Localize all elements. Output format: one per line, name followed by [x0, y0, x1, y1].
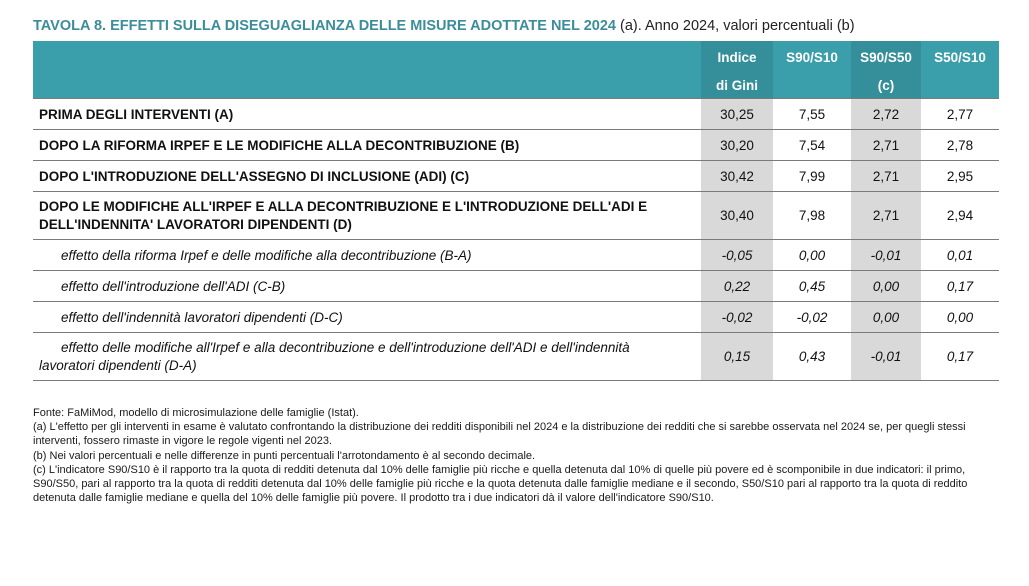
cell-s9050: 0,00 [851, 302, 921, 333]
row-label-text: effetto dell'introduzione dell'ADI (C-B) [61, 278, 286, 294]
cell-s9050: 2,71 [851, 161, 921, 192]
header-s5010-blank [921, 73, 999, 99]
cell-s9010: 7,99 [773, 161, 851, 192]
note-c: (c) L'indicatore S90/S10 è il rapporto tra la quota di redditi detenuta dal 10% delle famiglie più ricche e quella detenuta dal 10% di quelle più povere ed è scomponibile in due indicatori: il primo, S90/S50, pari al rapporto tra la quota di redditi detenuta dal 10% delle famiglie più ricche e la quota detenuta dalle famiglie mediane e il secondo, S50/S10 pari al rapporto tra la quota di reddito detenuta dalle famiglie mediane e quella del 10% delle famiglie più povere. Il prodotto tra i due indicatori dà il valore dell'indicatore S90/S10. [33, 463, 968, 505]
table-notes [33, 406, 1001, 505]
cell-s5010: 2,77 [921, 99, 999, 130]
header-s9050-note: (c) [851, 73, 921, 99]
cell-s9010: 0,45 [773, 271, 851, 302]
cell-gini: 30,25 [701, 99, 773, 130]
header-gini: Indice [701, 41, 773, 73]
row-label: PRIMA DEGLI INTERVENTI (A) [33, 99, 701, 130]
cell-s5010: 0,00 [921, 302, 999, 333]
cell-s5010: 0,01 [921, 240, 999, 271]
table-row [33, 130, 999, 161]
note-b: (b) Nei valori percentuali e nelle differenze in punti percentuali l'arrotondamento è al secondo decimale. [33, 449, 536, 462]
cell-s9010: 0,43 [773, 333, 851, 381]
cell-gini: 0,22 [701, 271, 773, 302]
table-row [33, 240, 999, 271]
row-label: DOPO L'INTRODUZIONE DELL'ASSEGNO DI INCLUSIONE (ADI) (C) [33, 161, 701, 192]
row-label [33, 271, 701, 302]
cell-gini: 30,42 [701, 161, 773, 192]
table-row [33, 192, 999, 240]
row-label [33, 333, 701, 381]
cell-s5010: 2,78 [921, 130, 999, 161]
header-s9050: S90/S50 [851, 41, 921, 73]
row-label-line2: lavoratori dipendenti (D-A) [39, 357, 197, 373]
row-label-line1: effetto delle modifiche all'Irpef e alla decontribuzione e dell'introduzione dell'ADI e dell'indennità [61, 339, 630, 355]
note-a: (a) L'effetto per gli interventi in esame è valutato confrontando la distribuzione dei redditi disponibili nel 2024 e la distribuzione dei redditi che si sarebbe osservata nel 2024 se, per quegli stessi interventi, fossero rimaste in vigore le regole vigenti nel 2023. [33, 421, 966, 448]
header-row [33, 41, 999, 73]
row-label [33, 240, 701, 271]
table-title [33, 18, 855, 34]
cell-s9010: 7,55 [773, 99, 851, 130]
row-label: DOPO LA RIFORMA IRPEF E LE MODIFICHE ALLA DECONTRIBUZIONE (B) [33, 130, 701, 161]
header-gini-line2: di Gini [701, 73, 773, 99]
cell-s9010: 7,98 [773, 192, 851, 240]
cell-s9050: 2,71 [851, 130, 921, 161]
cell-gini: 30,20 [701, 130, 773, 161]
table-row [33, 99, 999, 130]
cell-s9050: 0,00 [851, 271, 921, 302]
header-s9010: S90/S10 [773, 41, 851, 73]
table-row [33, 333, 999, 381]
cell-gini: 30,40 [701, 192, 773, 240]
cell-s5010: 0,17 [921, 271, 999, 302]
cell-s9010: 7,54 [773, 130, 851, 161]
table-row [33, 302, 999, 333]
header-row-2 [33, 73, 999, 99]
cell-s9050: 2,72 [851, 99, 921, 130]
inequality-table [33, 41, 999, 381]
cell-s9050: -0,01 [851, 333, 921, 381]
table-row [33, 161, 999, 192]
table-row [33, 271, 999, 302]
cell-gini: -0,05 [701, 240, 773, 271]
header-s5010: S50/S10 [921, 41, 999, 73]
cell-s5010: 2,95 [921, 161, 999, 192]
cell-s9050: 2,71 [851, 192, 921, 240]
cell-s5010: 2,94 [921, 192, 999, 240]
row-label-text: effetto dell'indennità lavoratori dipendenti (D-C) [61, 309, 343, 325]
row-label [33, 302, 701, 333]
cell-s5010: 0,17 [921, 333, 999, 381]
header-s9010-blank [773, 73, 851, 99]
note-source: Fonte: FaMiMod, modello di microsimulazione delle famiglie (Istat). [33, 407, 359, 419]
cell-s9050: -0,01 [851, 240, 921, 271]
header-label-cell-2 [33, 73, 701, 99]
cell-gini: -0,02 [701, 302, 773, 333]
table-title-subtitle: (a). Anno 2024, valori percentuali (b) [615, 18, 855, 34]
cell-s9010: 0,00 [773, 240, 851, 271]
row-label: DOPO LE MODIFICHE ALL'IRPEF E ALLA DECONTRIBUZIONE E L'INTRODUZIONE DELL'ADI E DELL'INDENNITA' LAVORATORI DIPENDENTI (D) [33, 192, 701, 240]
table-title-lead: TAVOLA 8. EFFETTI SULLA DISEGUAGLIANZA DELLE MISURE ADOTTATE NEL 2024 [33, 18, 616, 34]
header-label-cell [33, 41, 701, 73]
cell-s9010: -0,02 [773, 302, 851, 333]
cell-gini: 0,15 [701, 333, 773, 381]
row-label-text: effetto della riforma Irpef e delle modifiche alla decontribuzione (B-A) [61, 247, 472, 263]
